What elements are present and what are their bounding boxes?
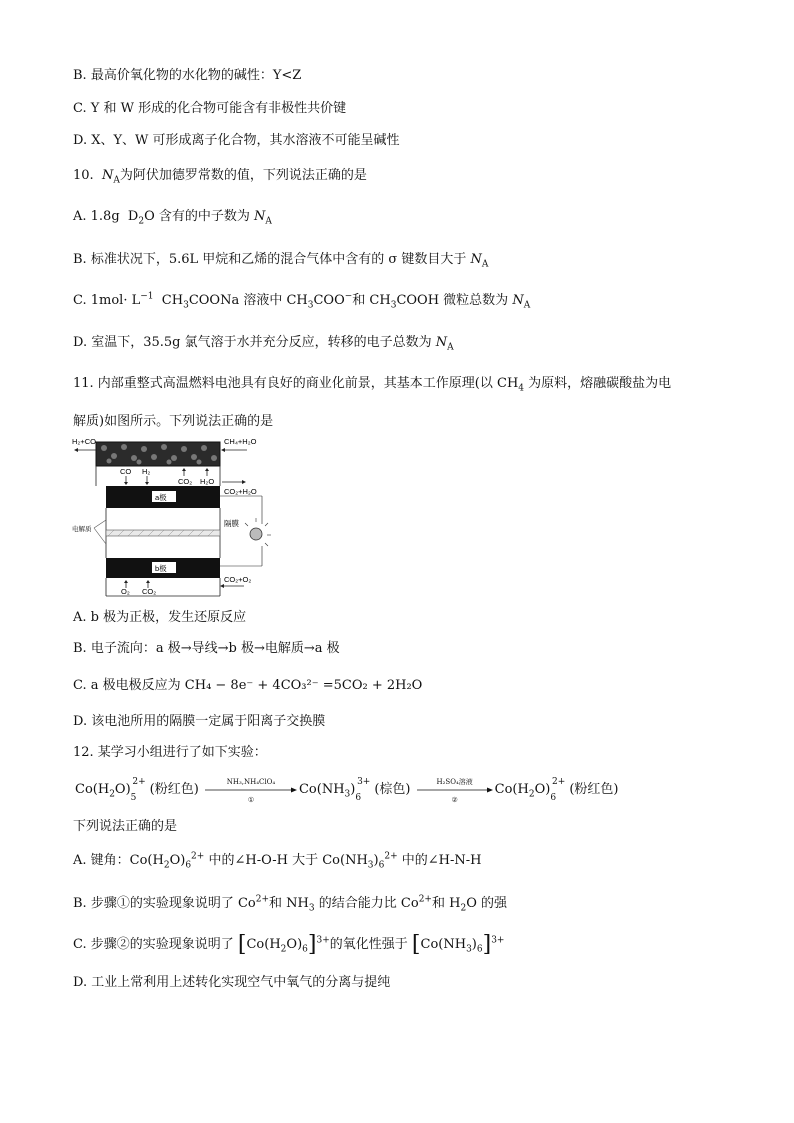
label-h2: H₂ bbox=[142, 467, 151, 476]
label-membrane: 隔膜 bbox=[224, 519, 239, 528]
q11-option-d: D. 该电池所用的隔膜一定属于阳离子交换膜 bbox=[73, 714, 326, 729]
q11-stem-line2: 解质)如图所示。下列说法正确的是 bbox=[73, 414, 274, 429]
fuel-cell-diagram bbox=[72, 436, 272, 598]
label-co: CO bbox=[120, 467, 132, 476]
label-co2-o2: CO₂+O₂ bbox=[224, 575, 252, 584]
q12-stem: 12. 某学习小组进行了如下实验： bbox=[73, 745, 267, 760]
q10-option-c: C. $1mol\cdot L^{-1}$ $CH_3COONa$ 溶液中 $CH_3COO^-$和 $CH_3COOH$ 微粒总数为 $N_A$ bbox=[73, 291, 531, 311]
reaction-arrow-2: H₂SO₄溶液 ② bbox=[417, 787, 493, 793]
q12-option-c: C. 步骤②的实验现象说明了 $[Co(H_2O)_6]^{3+}$的氧化性强于 $[Co(NH_3)_6]^{3+}$ bbox=[73, 932, 505, 957]
label-electrolyte: 电解质 bbox=[72, 526, 92, 533]
q12-option-d: D. 工业上常利用上述转化实现空气中氧气的分离与提纯 bbox=[73, 975, 391, 990]
q12-reaction-scheme: $Co(H_2O)_5^{2+}$(粉红色) NH₃,NH₄ClO₄ ① $Co(NH_3)_6^{3+}$(棕色) H₂SO₄溶液 ② $Co(H_2O)_6^{2+}$(粉红色) bbox=[75, 776, 619, 804]
q11-stem-line1: 11. 内部重整式高温燃料电池具有良好的商业化前景，其基本工作原理(以 $CH_4$ 为原料，熔融碳酸盐为电 bbox=[73, 376, 672, 394]
q10-option-d: D. 室温下，35.5g 氯气溶于水并充分反应，转移的电子总数为 $N_A$ bbox=[73, 335, 454, 353]
label-o2: O₂ bbox=[121, 587, 130, 596]
label-co2: CO₂ bbox=[178, 477, 193, 486]
q12-option-a: A. 键角：$Co(H_2O)_6^{2+}$ 中的∠H-O-H 大于 $Co(NH_3)_6^{2+}$ 中的∠H-N-H bbox=[73, 851, 482, 871]
q9-option-d: D. X、Y、W 可形成离子化合物，其水溶液不可能呈碱性 bbox=[73, 133, 400, 148]
label-co2-h2o: CO₂+H₂O bbox=[224, 487, 257, 496]
q10-stem: 10. $N_A$为阿伏加德罗常数的值，下列说法正确的是 bbox=[73, 168, 367, 186]
q11-option-a: A. b 极为正极，发生还原反应 bbox=[73, 610, 247, 625]
q10-option-a: A. 1.8g $D_2O$ 含有的中子数为 $N_A$ bbox=[73, 209, 272, 227]
label-co2-bottom: CO₂ bbox=[142, 587, 157, 596]
q9-option-c: C. Y 和 W 形成的化合物可能含有非极性共价键 bbox=[73, 101, 347, 116]
label-ch4-h2o: CH₄+H₂O bbox=[224, 437, 257, 446]
q12-option-b: B. 步骤①的实验现象说明了 $Co^{2+}$和 $NH_3$ 的结合能力比 $Co^{2+}$和 $H_2O$ 的强 bbox=[73, 894, 508, 914]
label-h2o: H₂O bbox=[200, 477, 215, 486]
label-a-electrode: a极 bbox=[155, 493, 167, 502]
q11-option-c: C. a 极电极反应为 CH₄ − 8e⁻ + 4CO₃²⁻ =5CO₂ + 2H₂O bbox=[73, 678, 423, 693]
reaction-arrow-1: NH₃,NH₄ClO₄ ① bbox=[205, 787, 297, 793]
label-h2-co: H₂+CO bbox=[72, 437, 96, 446]
q10-option-b: B. 标准状况下，5.6L 甲烷和乙烯的混合气体中含有的 σ 键数目大于 $N_A$ bbox=[73, 252, 489, 270]
q11-option-b: B. 电子流向：a 极→导线→b 极→电解质→a 极 bbox=[73, 641, 340, 656]
q12-lead: 下列说法正确的是 bbox=[73, 819, 178, 834]
label-b-electrode: b极 bbox=[155, 564, 167, 573]
q9-option-b: B. 最高价氧化物的水化物的碱性：Y<Z bbox=[73, 68, 302, 83]
